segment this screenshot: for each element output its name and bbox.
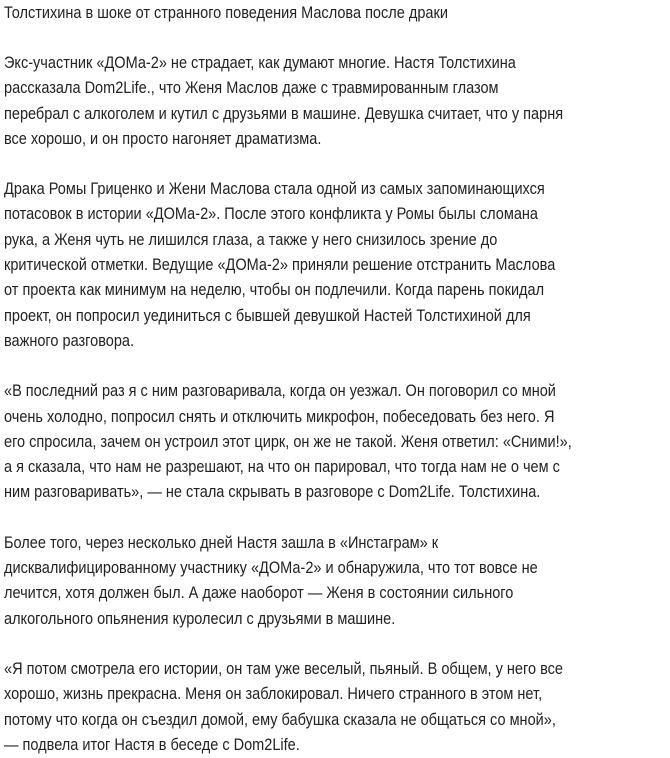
text-line: перебрал с алкоголем и кутил с друзьями в машине. Девушка считает, что у парня — [4, 104, 564, 123]
text-line: лечится, хотя должен был. А даже наоборот — Женя в состоянии сильного — [4, 584, 514, 603]
text-line: очень холодно, попросил снять и отключить микрофон, побеседовать без него. Я — [4, 407, 555, 426]
text-line: ним разговаривать», — не стала скрывать в разговоре с Dom2Life. Толстихина. — [4, 483, 541, 502]
text-line: хорошо, жизнь прекрасна. Меня он заблокировал. Ничего странного в этом нет, — [4, 685, 543, 704]
text-line: важного разговора. — [4, 331, 135, 350]
text-line: Экс-участник «ДОМа-2» не страдает, как думают многие. Настя Толстихина — [4, 54, 516, 72]
text-line: потому что когда он съездил домой, ему бабушка сказала не общаться со мной», — [4, 710, 556, 729]
text-line: «В последний раз я с ним разговаривала, когда он уезжал. Он поговорил со мной — [4, 382, 556, 401]
text-line: рука, а Женя чуть не лишился глаза, а также у него снизилось зрение до — [4, 230, 498, 249]
paragraph-5-quote — [4, 657, 655, 758]
text-line: все хорошо, и он просто нагоняет драматизма. — [4, 129, 322, 148]
text-line: проект, он попросил уединиться с бывшей девушкой Настей Толстихиной для — [4, 306, 531, 325]
paragraph-4 — [4, 531, 655, 632]
text-line: дисквалифицированному участнику «ДОМа-2» и обнаружила, что тот вовсе не — [4, 559, 538, 578]
text-line: — подвела итог Настя в беседе с Dom2Life. — [4, 735, 300, 754]
text-line: «Я потом смотрела его истории, он там уже веселый, пьяный. В общем, у него все — [4, 659, 563, 678]
paragraph-3-quote — [4, 379, 655, 505]
text-line: от проекта как минимум на неделю, чтобы он подлечили. Когда парень покидал — [4, 281, 545, 300]
text-line: Драка Ромы Гриценко и Жени Маслова стала одной из самых запоминающихся — [4, 180, 545, 199]
article-title: Толстихина в шоке от странного поведения Маслова после драки — [4, 4, 448, 22]
text-line: его спросила, зачем он устроил этот цирк, он же не такой. Женя ответил: «Сними!», — [4, 432, 572, 451]
paragraph-1 — [4, 51, 655, 152]
text-line: а я сказала, что нам не разрешают, на что он парировал, что тогда нам не о чем с — [4, 458, 560, 477]
article — [4, 0, 655, 758]
paragraph-2 — [4, 177, 655, 354]
text-line: критической отметки. Ведущие «ДОМа-2» приняли решение отстранить Маслова — [4, 256, 556, 275]
text-line: алкогольного опьянения куролесил с друзьями в машине. — [4, 609, 396, 628]
text-line: Более того, через несколько дней Настя зашла в «Инстаграм» к — [4, 533, 439, 552]
text-line: потасовок в истории «ДОМа-2». После этого конфликта у Ромы былы сломана — [4, 205, 539, 224]
text-line: рассказала Dom2Life., что Женя Маслов даже с травмированным глазом — [4, 79, 499, 98]
